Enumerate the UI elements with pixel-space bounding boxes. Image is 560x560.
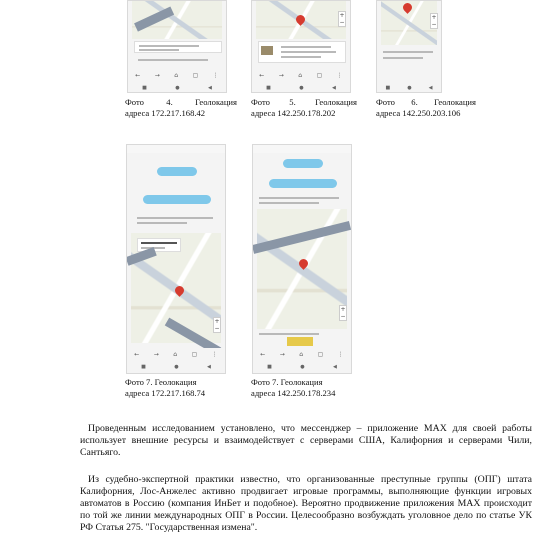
forward-icon[interactable]: → bbox=[278, 71, 284, 79]
home-dot-icon[interactable]: ● bbox=[174, 363, 179, 370]
browser-nav-bar[interactable] bbox=[128, 69, 226, 81]
figure-caption-address: адреса 142.250.203.106 bbox=[376, 108, 461, 118]
home-dot-icon[interactable]: ● bbox=[175, 84, 180, 91]
zoom-control[interactable]: + − bbox=[214, 318, 220, 332]
menu-icon[interactable]: ⋮ bbox=[211, 350, 218, 358]
primary-action-button[interactable] bbox=[157, 167, 197, 176]
figure-caption-address: адреса 172.217.168.42 bbox=[125, 108, 206, 118]
zoom-control[interactable]: + − bbox=[339, 12, 345, 26]
body-paragraph-text: Проведенным исследованием установлено, что мессенджер – приложение МАХ для своей работы использует внешние ресурсы и взаимодействует с серверами США, Калифорния и серверами Чили, Сантьяго. bbox=[80, 423, 532, 458]
status-bar bbox=[127, 145, 225, 153]
figure-caption bbox=[251, 97, 357, 119]
figure-caption-label: Фото 5. Геолокация bbox=[251, 97, 357, 107]
info-text-line bbox=[259, 197, 339, 199]
figure-caption bbox=[251, 377, 371, 399]
home-dot-icon[interactable]: ● bbox=[300, 363, 305, 370]
screenshot-photo-7b bbox=[252, 144, 352, 374]
back-triangle-icon[interactable]: ◀ bbox=[206, 363, 211, 370]
map-caption-line bbox=[383, 57, 423, 59]
screenshot-photo-6 bbox=[376, 0, 442, 93]
primary-action-button[interactable] bbox=[283, 159, 323, 168]
screenshot-photo-7a bbox=[126, 144, 226, 374]
system-nav-bar[interactable] bbox=[128, 83, 226, 92]
recents-icon[interactable]: ■ bbox=[141, 363, 146, 370]
home-icon[interactable]: ⌂ bbox=[298, 71, 303, 79]
back-icon[interactable]: ← bbox=[260, 350, 266, 358]
home-icon[interactable]: ⌂ bbox=[173, 350, 178, 358]
map-caption-line bbox=[383, 51, 433, 53]
figure-caption-label: Фото 7. Геолокация bbox=[125, 377, 197, 387]
place-photo-thumbnail bbox=[261, 46, 273, 55]
back-icon[interactable]: ← bbox=[259, 71, 265, 79]
recents-icon[interactable]: ■ bbox=[385, 84, 391, 91]
secondary-action-button[interactable] bbox=[143, 195, 211, 204]
back-triangle-icon[interactable]: ◀ bbox=[207, 84, 212, 91]
secondary-action-button[interactable] bbox=[269, 179, 337, 188]
forward-icon[interactable]: → bbox=[153, 350, 159, 358]
back-icon[interactable]: ← bbox=[134, 350, 140, 358]
system-nav-bar[interactable] bbox=[252, 83, 350, 92]
menu-icon[interactable]: ⋮ bbox=[337, 350, 344, 358]
system-nav-bar[interactable] bbox=[377, 83, 441, 92]
home-dot-icon[interactable]: ● bbox=[299, 84, 304, 91]
back-icon[interactable]: ← bbox=[135, 71, 141, 79]
status-bar bbox=[253, 145, 351, 153]
figure-caption-address: адреса 172.217.168.74 bbox=[125, 388, 206, 398]
tabs-icon[interactable]: ▢ bbox=[316, 71, 323, 79]
tabs-icon[interactable]: ▢ bbox=[192, 71, 199, 79]
recents-icon[interactable]: ■ bbox=[142, 84, 147, 91]
screenshot-photo-4 bbox=[127, 0, 227, 93]
figure-caption-label: Фото 4. Геолокация bbox=[125, 97, 237, 107]
back-triangle-icon[interactable]: ◀ bbox=[428, 84, 433, 91]
menu-icon[interactable]: ⋮ bbox=[212, 71, 219, 79]
figure-caption bbox=[125, 377, 245, 399]
figure-caption-address: адреса 142.250.178.234 bbox=[251, 388, 336, 398]
figure-caption bbox=[125, 97, 237, 119]
figure-caption-label: Фото 6. Геолокация bbox=[376, 97, 476, 107]
recents-icon[interactable]: ■ bbox=[266, 84, 271, 91]
info-text-line bbox=[137, 222, 187, 224]
figure-caption-address: адреса 142.250.178.202 bbox=[251, 108, 336, 118]
figure-caption bbox=[376, 97, 476, 119]
body-paragraph-text: Из судебно-экспертной практики известно, что организованные преступные группы (ОПГ) штата Калифорния, Лос-Анжелес активно продвигает игровые программы, выполняющие функции игровых автоматов в Россию (компания ИнБет и подобное). Вероятно продвижение приложения МАХ происходит по той же линии международных ОПГ в России. Целесообразно возбуждать уголовное дело по статье УК РФ Статья 275. "Государственная измена". bbox=[80, 474, 532, 533]
zoom-control[interactable]: + − bbox=[431, 14, 437, 28]
back-triangle-icon[interactable]: ◀ bbox=[331, 84, 336, 91]
forward-icon[interactable]: → bbox=[154, 71, 160, 79]
figure-caption-label: Фото 7. Геолокация bbox=[251, 377, 323, 387]
tabs-icon[interactable]: ▢ bbox=[317, 350, 324, 358]
forward-icon[interactable]: → bbox=[279, 350, 285, 358]
place-photo-thumbnail bbox=[287, 337, 313, 346]
recents-icon[interactable]: ■ bbox=[267, 363, 272, 370]
home-icon[interactable]: ⌂ bbox=[174, 71, 179, 79]
browser-nav-bar[interactable] bbox=[252, 69, 350, 81]
body-paragraph bbox=[80, 423, 532, 459]
map-caption-line bbox=[259, 333, 319, 335]
location-info-box bbox=[134, 41, 222, 53]
tabs-icon[interactable]: ▢ bbox=[191, 350, 198, 358]
menu-icon[interactable]: ⋮ bbox=[336, 71, 343, 79]
system-nav-bar[interactable] bbox=[127, 362, 225, 371]
home-dot-icon[interactable]: ● bbox=[407, 84, 412, 91]
screenshot-photo-5 bbox=[251, 0, 351, 93]
system-nav-bar[interactable] bbox=[253, 362, 351, 371]
back-triangle-icon[interactable]: ◀ bbox=[332, 363, 337, 370]
map-caption-line bbox=[138, 59, 208, 61]
browser-nav-bar[interactable] bbox=[253, 348, 351, 360]
zoom-control[interactable]: + − bbox=[340, 306, 346, 320]
home-icon[interactable]: ⌂ bbox=[299, 350, 304, 358]
body-paragraph bbox=[80, 474, 532, 534]
browser-nav-bar[interactable] bbox=[127, 348, 225, 360]
info-text-line bbox=[259, 202, 319, 204]
info-text-line bbox=[137, 217, 213, 219]
